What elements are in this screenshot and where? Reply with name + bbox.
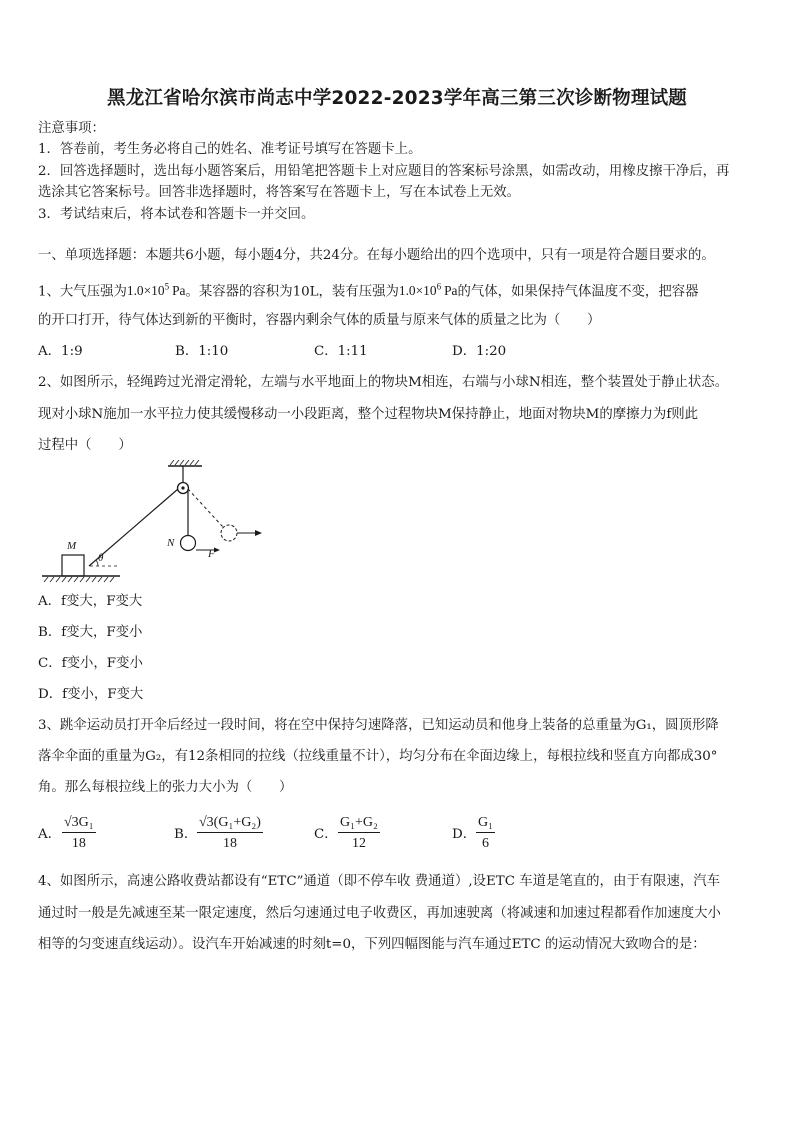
q2-option-b: B．f变大，F变小 bbox=[38, 625, 143, 640]
q1-option-d: D．1:20 bbox=[452, 344, 507, 359]
q3-option-d-fraction: $\frac{\text{G₁}}{6}$ bbox=[478, 815, 493, 851]
label-theta: θ bbox=[98, 552, 104, 564]
q1-text-c: 的气体，如果保持气体温度不变，把容器 bbox=[457, 284, 699, 300]
notice-heading: 注意事项： bbox=[38, 121, 105, 136]
notice-item-2: 2．回答选择题时，选出每小题答案后，用铅笔把答题卡上对应题目的答案标号涂黑，如需改动，用橡皮擦干净后，再 bbox=[38, 164, 730, 179]
q4-line-2: 通过时一般是先减速至某一限定速度，然后匀速通过电子收费区，再加速驶离（将减速和加速过程都看作加速度大小 bbox=[38, 906, 721, 921]
q1-pressure-2: $1.0\times 10^6$ Pa bbox=[398, 282, 458, 299]
q3-line-2: 落伞伞面的重量为G₂，有12条相同的拉线（拉线重量不计），均匀分布在伞面边缘上，每根拉线和竖直方向都成30° bbox=[38, 749, 718, 764]
q4-line-1: 4、如图所示，高速公路收费站都设有“ETC”通道（即不停车收 费通道）,设ETC 车道是笔直的，由于有限速，汽车 bbox=[38, 874, 721, 889]
section-heading: 一、单项选择题：本题共6小题，每小题4分，共24分。在每小题给出的四个选项中，只有一项是符合题目要求的。 bbox=[38, 248, 715, 263]
q1-option-a: A．1:9 bbox=[38, 344, 83, 359]
q1-pressure-1: $1.0\times 10^5$ Pa bbox=[126, 282, 186, 299]
block-m bbox=[62, 555, 84, 576]
q3-line-1: 3、跳伞运动员打开伞后经过一段时间，将在空中保持匀速降落，已知运动员和他身上装备的总重量为G₁，圆顶形降 bbox=[38, 718, 719, 733]
label-m: M bbox=[67, 540, 77, 552]
q2-line-2: 现对小球N施加一水平拉力使其缓慢移动一小段距离，整个过程物块M保持静止，地面对物块M的摩擦力为f则此 bbox=[38, 407, 699, 422]
q2-option-c: C．f变小，F变小 bbox=[38, 656, 143, 671]
q4-line-3: 相等的匀变速直线运动）。设汽车开始减速的时刻t=0，下列四幅图能与汽车通过ETC 的运动情况大致吻合的是： bbox=[38, 937, 706, 952]
q3-option-a-label: A． bbox=[38, 827, 62, 842]
q3-option-d-label: D． bbox=[452, 827, 477, 842]
label-f: F bbox=[208, 548, 215, 560]
q3-option-c-fraction: $\frac{\text{G₁+G₂}}{12}$ bbox=[340, 815, 378, 851]
q1-text-a: 1、大气压强为 bbox=[38, 284, 127, 300]
q1-line-2: 的开口打开，待气体达到新的平衡时，容器内剩余气体的质量与原来气体的质量之比为（ ） bbox=[38, 313, 601, 328]
ball-n-new bbox=[221, 525, 237, 541]
q1-line-1 bbox=[38, 278, 699, 301]
q2-line-3: 过程中（ ） bbox=[38, 438, 132, 453]
notice-item-2-cont: 选涂其它答案标号。回答非选择题时，将答案写在答题卡上，写在本试卷上无效。 bbox=[38, 185, 521, 200]
q2-option-a: A．f变大，F变大 bbox=[38, 594, 143, 609]
q3-option-a-fraction: $\frac{\text{√3G₁}}{18}$ bbox=[64, 815, 94, 851]
page-title: 黑龙江省哈尔滨市尚志中学2022-2023学年高三第三次诊断物理试题 bbox=[107, 88, 687, 109]
pulley-diagram bbox=[40, 460, 270, 585]
q3-line-3: 角。那么每根拉线上的张力大小为（ ） bbox=[38, 780, 293, 795]
label-n: N bbox=[167, 537, 175, 549]
q1-option-b: B．1:10 bbox=[175, 344, 229, 359]
q3-option-c-label: C． bbox=[314, 827, 338, 842]
q2-option-d: D．f变小，F变大 bbox=[38, 687, 144, 702]
notice-item-1: 1．答卷前，考生务必将自己的姓名、准考证号填写在答题卡上。 bbox=[38, 142, 422, 157]
notice-item-3: 3．考试结束后，将本试卷和答题卡一并交回。 bbox=[38, 207, 315, 222]
q3-option-b-label: B． bbox=[174, 827, 198, 842]
q2-line-1: 2、如图所示，轻绳跨过光滑定滑轮，左端与水平地面上的物块M相连，右端与小球N相连，整个装置处于静止状态。 bbox=[38, 375, 729, 390]
q1-text-b: 。某容器的容积为10L，装有压强为 bbox=[185, 284, 399, 300]
ball-n bbox=[181, 536, 196, 551]
q3-option-b-fraction: $\frac{\text{√3(G₁+G₂)}}{18}$ bbox=[199, 815, 261, 851]
q1-option-c: C．1:11 bbox=[314, 344, 368, 359]
